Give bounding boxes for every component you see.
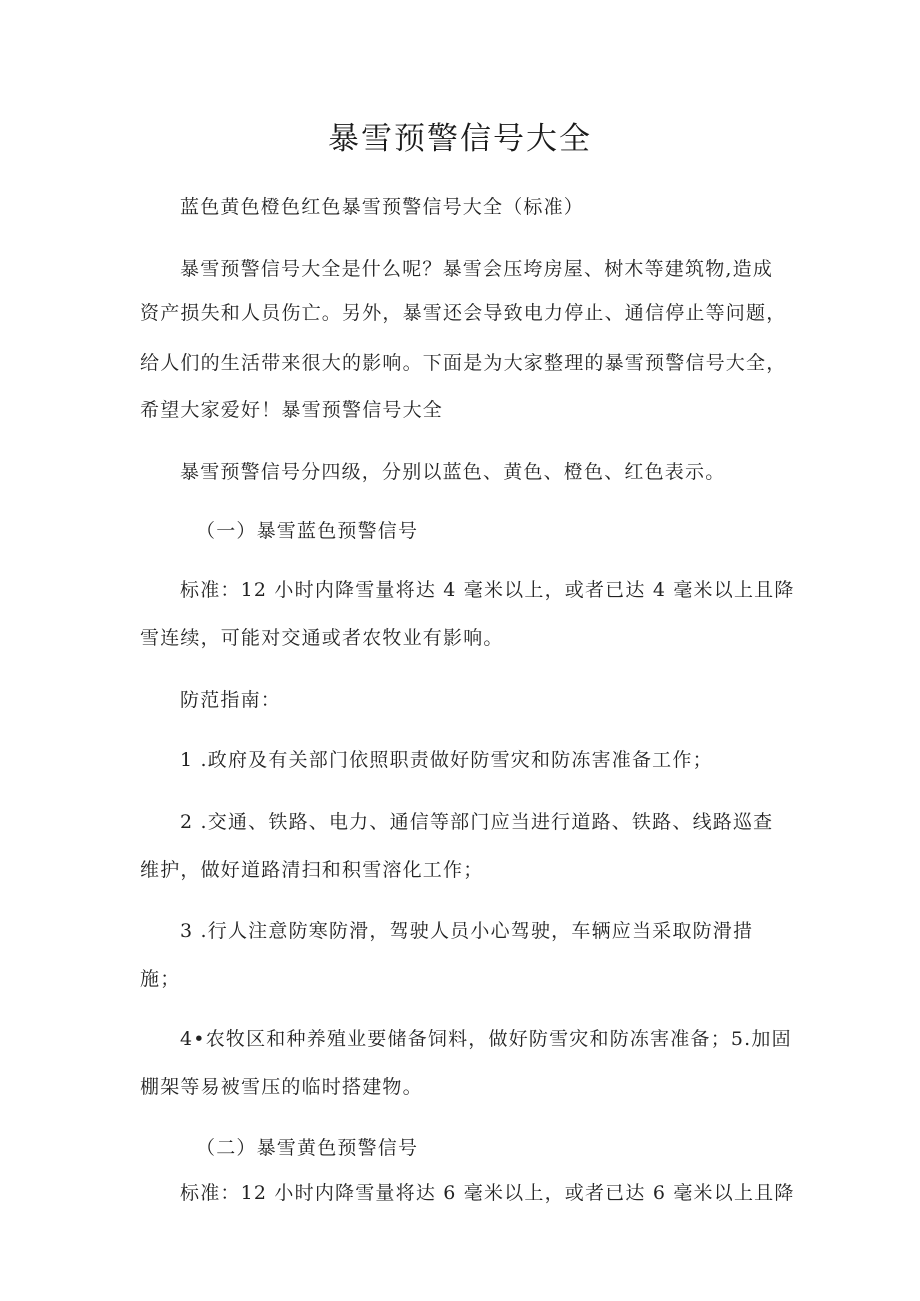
blue-standard-line-2: 雪连续，可能对交通或者农牧业有影响。 xyxy=(140,627,504,649)
blue-standard-line-1: 标准：12 小时内降雪量将达 4 毫米以上，或者已达 4 毫米以上且降 xyxy=(180,579,795,601)
intro-line-1: 暴雪预警信号大全是什么呢？暴雪会压垮房屋、树木等建筑物,造成 xyxy=(180,258,774,280)
blue-item-4-line-2: 棚架等易被雪压的临时搭建物。 xyxy=(140,1076,423,1098)
levels-note: 暴雪预警信号分四级，分别以蓝色、黄色、橙色、红色表示。 xyxy=(180,461,726,483)
intro-line-4: 希望大家爱好！暴雪预警信号大全 xyxy=(140,399,444,421)
blue-item-2-line-2: 维护，做好道路清扫和积雪溶化工作； xyxy=(140,859,484,881)
yellow-heading: （二）暴雪黄色预警信号 xyxy=(196,1137,419,1159)
blue-item-3-line-2: 施； xyxy=(140,968,181,990)
subtitle: 蓝色黄色橙色红色暴雪预警信号大全（标准） xyxy=(180,196,585,218)
yellow-standard-line-1: 标准：12 小时内降雪量将达 6 毫米以上，或者已达 6 毫米以上且降 xyxy=(180,1182,795,1204)
intro-line-2: 资产损失和人员伤亡。另外，暴雪还会导致电力停止、通信停止等问题， xyxy=(140,302,787,324)
blue-item-3-line-1: 3 .行人注意防寒防滑，驾驶人员小心驾驶，车辆应当采取防滑措 xyxy=(180,920,754,942)
intro-line-3: 给人们的生活带来很大的影响。下面是为大家整理的暴雪预警信号大全， xyxy=(140,352,787,374)
page-title: 暴雪预警信号大全 xyxy=(328,121,592,157)
blue-item-2-line-1: 2 .交通、铁路、电力、通信等部门应当进行道路、铁路、线路巡查 xyxy=(180,811,774,833)
blue-item-4-line-1: 4•农牧区和种养殖业要储备饲料，做好防雪灾和防冻害准备；5.加固 xyxy=(180,1028,792,1050)
blue-guide-label: 防范指南： xyxy=(180,689,282,711)
blue-item-1-line-1: 1 .政府及有关部门依照职责做好防雪灾和防冻害准备工作； xyxy=(180,749,713,771)
blue-heading: （一）暴雪蓝色预警信号 xyxy=(196,520,419,542)
